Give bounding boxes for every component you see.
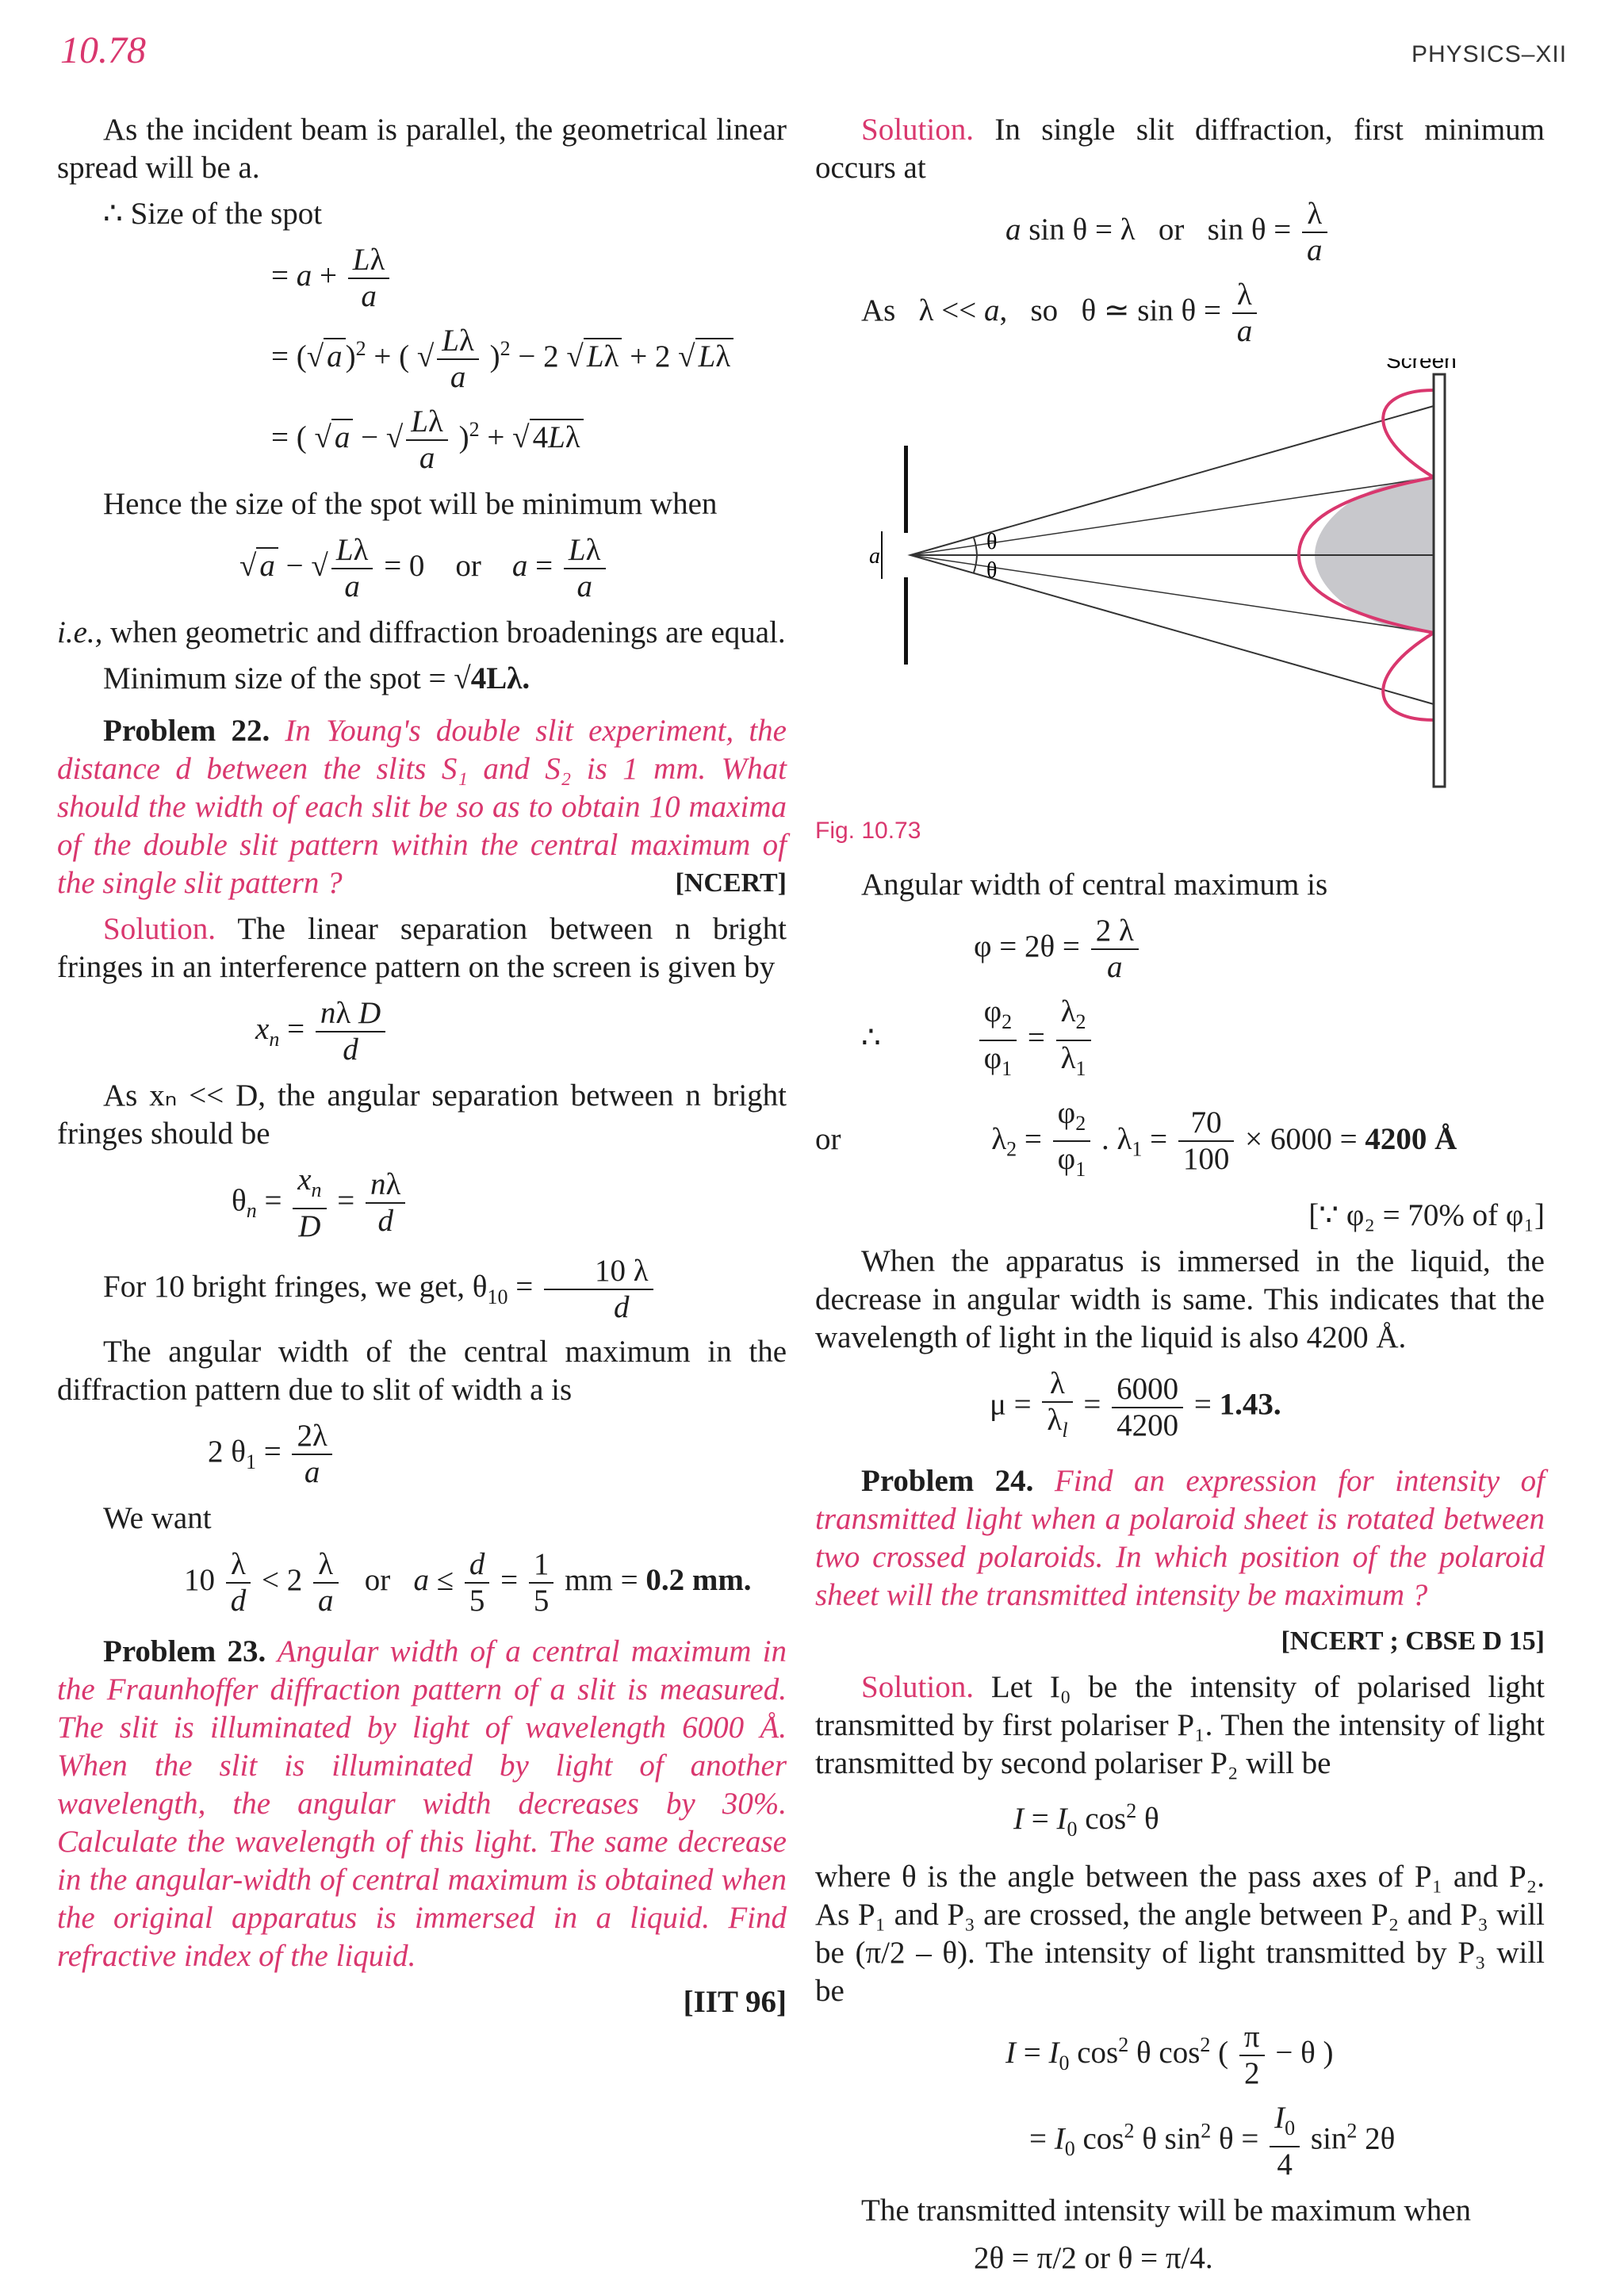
intro-paragraph: As the incident beam is parallel, the geometrical linear spread will be a. — [57, 113, 787, 185]
problem-24 — [815, 1462, 1545, 1615]
running-head: PHYSICS–XII — [1411, 41, 1568, 67]
because-note: [∵ φ₂ = 70% of φ₁] — [1308, 1198, 1545, 1233]
page-number: 10.78 — [60, 29, 146, 71]
equation-final: 2θ = π/2 or θ = π/4. — [974, 2240, 1213, 2275]
slit-upper-edge — [904, 446, 908, 533]
problem-24-text: Find an expression for intensity of transmitted light when a polaroid sheet is rotated between two crossed polaroids. In which position of the polaroid sheet will the transmitted intensity be maximum ? — [815, 1463, 1545, 1612]
equation-first-minimum: a sin θ = λ or sin θ = $\frac{\lambda}{a}$ — [1005, 197, 1545, 268]
min-size-paragraph — [57, 660, 787, 698]
equation-malus: $I = I_0$ $\cos^2 \theta$ — [1013, 1799, 1159, 1841]
mu-result: 1.43. — [1219, 1387, 1281, 1422]
solution-label: Solution. — [861, 113, 974, 147]
so-word: so — [1030, 293, 1059, 328]
angular-width-text: Angular width of central maximum is — [861, 868, 1328, 902]
width-result: 0.2 mm. — [645, 1562, 752, 1597]
equation-spot-3: = ( √ a − √ $\frac{L\lambda}{a}$ )$^2$ + √ 4Lλ — [271, 404, 787, 476]
problem-22-title: Problem 22. — [103, 714, 270, 748]
equation-spot-1: = a + $\frac{L\lambda}{a}$ — [271, 243, 787, 314]
equation-phi: φ = 2θ = $\frac{2 \lambda}{a}$ — [974, 914, 1545, 985]
problem-23 — [57, 1633, 787, 1975]
equation-mu: μ = $\frac{\lambda}{\lambda_l}$ = $\frac{6000}{4200}$ = 1.43. — [990, 1366, 1281, 1442]
solution-text: In single slit diffraction, first minimum occurs at — [815, 113, 1545, 185]
ie-word: i.e., — [57, 615, 103, 649]
problem-22-solution-2: As xₙ << D, the angular separation between n bright fringes should be — [57, 1078, 787, 1151]
solution-text: Let I₀ be the intensity of polarised light transmitted by first polariser P₁. Then the intensity of light transmitted by second polariser P₂ will be — [815, 1669, 1545, 1780]
theta-label-lower: θ — [986, 558, 998, 583]
or-word: or — [815, 1121, 841, 1156]
problem-22-text: In Young's double slit experiment, the distance d between the slits S₁ and S₂ is 1 mm. What should the width of each slit be so as to obtain 10 maxima of the double slit pattern within the central maximum of the single slit pattern ? — [57, 714, 787, 900]
equation-intensity-2: = $I_0$ $\cos^2 \theta$ $\sin^2 \theta$ = $\frac{I_0}{4}$ $\sin^2 2\theta$ — [1029, 2100, 1396, 2182]
solution-label: Solution. — [861, 1669, 974, 1704]
slit-width-label: a — [869, 544, 880, 569]
slit-lower-edge — [904, 577, 908, 665]
liquid-paragraph: When the apparatus is immersed in the liquid, the decrease in angular width is same. This indicates that the wavelength of light in the liquid is also 4200 Å. — [815, 1244, 1545, 1355]
equation-theta-n: $\theta_n$ = $\frac{x_n}{D}$ = $\frac{n\lambda}{d}$ — [232, 1163, 787, 1244]
problem-23-ref: [IIT 96] — [683, 1984, 787, 2019]
problem-23-title: Problem 23. — [103, 1634, 266, 1668]
ie-paragraph — [57, 614, 787, 652]
equation-central-width: 2 $\theta_1$ = $\frac{2\lambda}{a}$ — [208, 1419, 787, 1490]
spot-size-label: ∴ Size of the spot — [103, 197, 323, 231]
equation-xn: $x_n$ = $\frac{\text{nλ D}}{d}$ — [255, 996, 787, 1067]
lambda2-result: 4200 Å — [1365, 1121, 1457, 1156]
screen-label: Screen — [1386, 358, 1457, 373]
problem-22-solution-4: The angular width of the central maximum in the diffraction pattern due to slit of width a is — [57, 1334, 787, 1407]
problem-23-ref-line — [57, 1983, 787, 2021]
screen — [1434, 374, 1445, 787]
problem-24-solution-1 — [815, 1668, 1545, 1783]
problem-23-text: Angular width of a central maximum in the Fraunhoffer diffraction pattern of a slit is measured. The slit is illuminated by light of wavelength 6000 Å. When the slit is illuminated by light of another wavelength, the angular width decreases by 30%. Calculate the wavelength of this light. The same decrease in the angular-width of central maximum is obtained when the original apparatus is immersed in a liquid. Find refractive index of the liquid. — [57, 1634, 787, 1973]
problem-24-solution-2: where θ is the angle between the pass axes of P₁ and P₂. As P₁ and P₃ are crossed, the angle between P₂ and P₃ will be (π/2 – θ). The intensity of light transmitted by P₃ will be — [815, 1859, 1545, 2008]
problem-24-ref: [NCERT ; CBSE D 15] — [1281, 1626, 1545, 1656]
right-column — [815, 111, 1545, 2287]
problem-22-solution-3: For 10 bright fringes, we get, $\theta_{10}$ = $\frac{10 \lambda}{d}$ — [57, 1254, 787, 1325]
hence-paragraph: Hence the size of the spot will be minimum when — [103, 487, 718, 521]
equation-ratio: ∴ $\frac{\varphi_2}{\varphi_1}$ = $\frac{\lambda_2}{\lambda_1}$ — [861, 994, 1545, 1086]
problem-22-solution-1 — [57, 910, 787, 986]
diffraction-diagram — [815, 358, 1545, 803]
equation-lambda2: or $\lambda_2$ = $\frac{\varphi_2}{\varphi_1}$ . $\lambda_1$ = $\frac{70}{100}$ × 6000 = 4200 Å — [815, 1095, 1457, 1182]
problem-23-solution-1 — [815, 111, 1545, 187]
diffraction-figure — [815, 358, 1545, 866]
figure-caption: Fig. 10.73 — [815, 818, 921, 844]
we-want-label: We want — [103, 1500, 212, 1535]
ie-text: when geometric and diffraction broadenings are equal. — [110, 615, 786, 649]
problem-22 — [57, 712, 787, 902]
solution-text: For 10 bright fringes, we get, — [103, 1269, 465, 1304]
equation-spot-2: = (√ a )$^2$ + ( √ $\frac{L\lambda}{a}$ )$^2$ − 2 √ Lλ + 2 √ Lλ — [271, 324, 787, 395]
solution-label: Solution. — [103, 912, 216, 946]
equation-width-result: 10 $\frac{\lambda}{d}$ < 2 $\frac{\lambda}{a}$ or a ≤ $\frac{d}{5}$ = $\frac{1}{5}$ mm = 0.2 mm. — [184, 1546, 752, 1618]
min-size-prefix: Minimum size of the spot = — [103, 661, 454, 695]
solution-text: The linear separation between n bright fringes in an interference pattern on the screen is given by — [57, 912, 787, 984]
problem-22-ref: [NCERT] — [675, 868, 787, 898]
maximum-paragraph: The transmitted intensity will be maximum when — [861, 2193, 1472, 2228]
as-word: As — [861, 293, 896, 328]
theta-label-upper: θ — [986, 530, 998, 554]
equation-small-angle: As λ << a, so θ ≃ sin θ = $\frac{\lambda}{a}$ — [861, 278, 1545, 349]
problem-24-title: Problem 24. — [861, 1463, 1034, 1498]
min-size-value: √4Lλ. — [454, 661, 530, 695]
equation-minimum-condition: √ a − √ $\frac{L\lambda}{a}$ = 0 or a = $\frac{L\lambda}{a}$ — [239, 533, 787, 604]
equation-intensity-1: $I = I_0$ $\cos^2 \theta$ $\cos^2$ ( $\frac{\pi}{2}$ − θ ) — [1005, 2019, 1334, 2090]
left-column — [57, 111, 787, 2029]
